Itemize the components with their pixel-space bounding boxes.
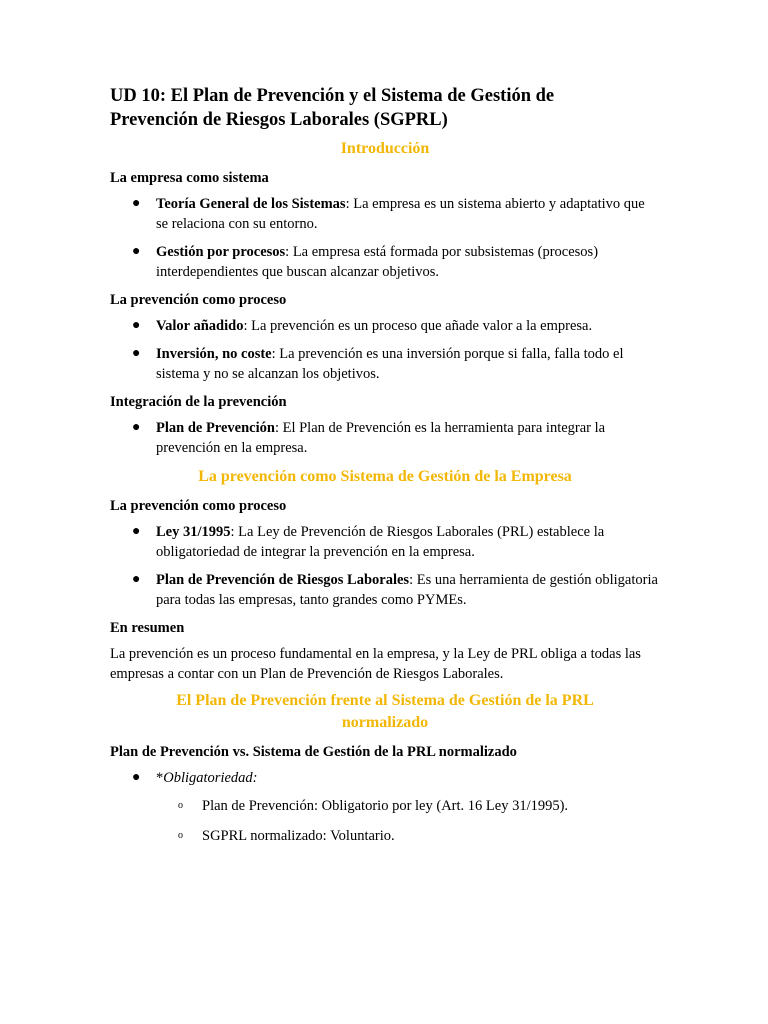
title-line-2: Prevención de Riesgos Laborales (SGPRL) (110, 110, 448, 130)
section-heading-plan-vs-sgprl (110, 690, 660, 734)
list-item (110, 344, 660, 384)
list-item (110, 194, 660, 234)
item-term: Teoría General de los Sistemas (156, 196, 346, 212)
list-item (110, 418, 660, 458)
subheading-integracion: Integración de la prevención (110, 394, 287, 410)
item-term: Plan de Prevención (156, 420, 275, 436)
heading-line-2: normalizado (341, 714, 429, 731)
bullet-icon: ● (132, 524, 141, 539)
item-text: : La empresa es un sistema abierto y adaptativo que se relaciona con su entorno. (156, 196, 645, 232)
circle-bullet-icon: o (178, 800, 183, 811)
document-body (110, 84, 660, 856)
sub-list-item (156, 796, 660, 816)
bullet-icon: ● (132, 244, 141, 259)
subheading-plan-vs-sistema: Plan de Prevención vs. Sistema de Gestión de la PRL normalizado (110, 744, 517, 760)
subheading-prevencion-proceso-2: La prevención como proceso (110, 498, 287, 514)
list-item (110, 522, 660, 562)
sub-item-text: SGPRL normalizado: Voluntario. (202, 828, 395, 844)
item-text: : Es una herramienta de gestión obligatoria para todas las empresas, tanto grandes como PYMEs. (156, 572, 658, 608)
item-label: Obligatoriedad: (163, 770, 258, 786)
section-heading-sistema-gestion: La prevención como Sistema de Gestión de la Empresa (198, 468, 572, 485)
item-text: : La empresa está formada por subsistemas (procesos) interdependientes que buscan alcanzar objetivos. (156, 244, 599, 280)
summary-paragraph: La prevención es un proceso fundamental en la empresa, y la Ley de PRL obliga a todas las empresas a contar con un Plan de Prevención de Riesgos Laborales. (110, 646, 641, 682)
item-text: : La Ley de Prevención de Riesgos Laborales (PRL) establece la obligatoriedad de integrar la prevención en la empresa. (156, 524, 605, 560)
bullet-icon: ● (132, 420, 141, 435)
circle-bullet-icon: o (178, 830, 183, 841)
item-text: : La prevención es un proceso que añade valor a la empresa. (243, 318, 593, 334)
list-item (110, 242, 660, 282)
item-term: Gestión por procesos (156, 244, 286, 260)
sub-item-text: Plan de Prevención: Obligatorio por ley (Art. 16 Ley 31/1995). (202, 798, 569, 814)
bullet-icon: ● (132, 196, 141, 211)
item-term: Ley 31/1995 (156, 524, 231, 540)
subheading-prevencion-proceso: La prevención como proceso (110, 292, 287, 308)
subheading-resumen: En resumen (110, 620, 185, 636)
bullet-icon: ● (132, 572, 141, 587)
document-title (110, 84, 660, 132)
sub-list-item (156, 826, 660, 846)
bullet-list-empresa-sistema (110, 194, 660, 282)
item-term: Inversión, no coste (156, 346, 272, 362)
subheading-empresa-sistema: La empresa como sistema (110, 170, 269, 186)
item-text: : La prevención es una inversión porque si falla, falla todo el sistema y no se alcanzan los objetivos. (156, 346, 624, 382)
title-line-1: UD 10: El Plan de Prevención y el Sistema de Gestión de (110, 86, 555, 106)
bullet-list-integracion (110, 418, 660, 458)
bullet-icon: ● (132, 318, 141, 333)
item-term: Valor añadido (156, 318, 244, 334)
bullet-list-ley (110, 522, 660, 610)
bullet-icon: ● (132, 346, 141, 361)
bullet-list-obligatoriedad (110, 768, 660, 846)
section-heading-introduccion: Introducción (340, 140, 430, 157)
item-text: : El Plan de Prevención es la herramienta para integrar la prevención en la empresa. (156, 420, 606, 456)
bullet-icon: ● (132, 770, 141, 785)
list-item (110, 768, 660, 846)
list-item (110, 316, 660, 336)
heading-line-1: El Plan de Prevención frente al Sistema de Gestión de la PRL (176, 692, 594, 709)
bullet-list-prevencion-proceso (110, 316, 660, 384)
sub-list (156, 796, 660, 846)
item-term: Plan de Prevención de Riesgos Laborales (156, 572, 410, 588)
item-prefix: * (156, 770, 164, 786)
list-item (110, 570, 660, 610)
